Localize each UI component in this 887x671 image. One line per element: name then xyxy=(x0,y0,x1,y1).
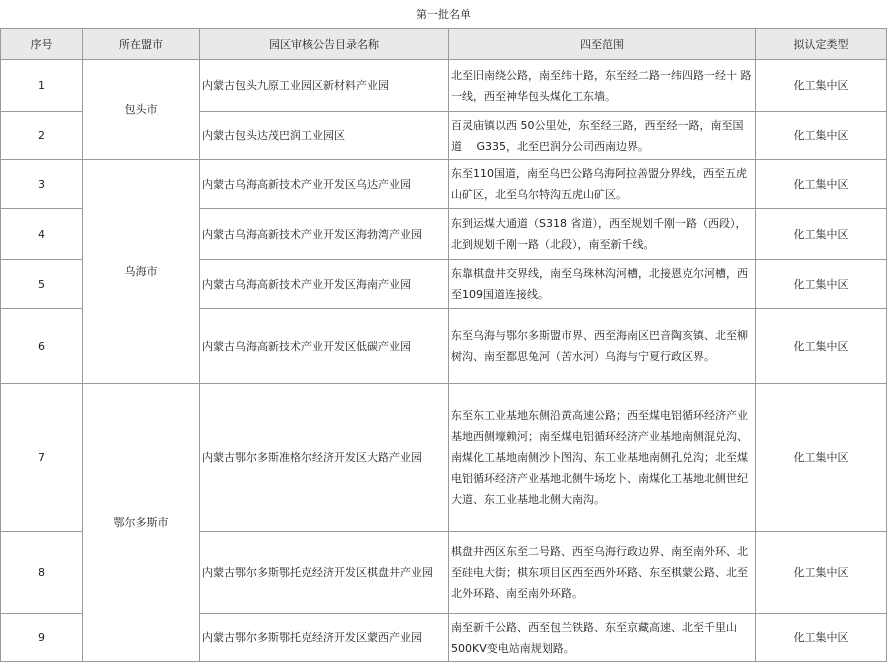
header-number: 序号 xyxy=(1,29,83,60)
scope-text: 南至新千公路、西至包兰铁路、东至京藏高速、北至千里山500KV变电站南规划路。 xyxy=(449,614,756,662)
park-name: 内蒙古鄂尔多斯鄂托克经济开发区棋盘井产业园 xyxy=(200,532,449,614)
row-number: 7 xyxy=(1,384,83,532)
park-name: 内蒙古乌海高新技术产业开发区海南产业园 xyxy=(200,260,449,309)
type-cell: 化工集中区 xyxy=(756,60,887,112)
park-list-table xyxy=(0,28,887,662)
row-number: 1 xyxy=(1,60,83,112)
park-name: 内蒙古乌海高新技术产业开发区海勃湾产业园 xyxy=(200,209,449,260)
scope-text: 棋盘井西区东至二号路、西至乌海行政边界、南至南外环、北至硅电大街；棋东项目区西至西外环路、东至棋蒙公路、北至北外环路、南至南外环路。 xyxy=(449,532,756,614)
table-row xyxy=(1,384,887,532)
park-name: 内蒙古乌海高新技术产业开发区乌达产业园 xyxy=(200,160,449,209)
header-city: 所在盟市 xyxy=(83,29,200,60)
type-cell: 化工集中区 xyxy=(756,532,887,614)
header-type: 拟认定类型 xyxy=(756,29,887,60)
row-number: 8 xyxy=(1,532,83,614)
scope-text: 东至110国道，南至乌巴公路乌海阿拉善盟分界线，西至五虎山矿区，北至乌尔特沟五虎山矿区。 xyxy=(449,160,756,209)
type-cell: 化工集中区 xyxy=(756,614,887,662)
scope-text: 北至旧南绕公路，南至纬十路，东至经二路一纬四路一经十 路一线，西至神华包头煤化工东墙。 xyxy=(449,60,756,112)
scope-text: 东至乌海与鄂尔多斯盟市界、西至海南区巴音陶亥镇、北至柳树沟、南至都思兔河（苦水河）乌海与宁夏行政区界。 xyxy=(449,309,756,384)
type-cell: 化工集中区 xyxy=(756,209,887,260)
park-name: 内蒙古包头达茂巴润工业园区 xyxy=(200,112,449,160)
row-number: 9 xyxy=(1,614,83,662)
table-row xyxy=(1,60,887,112)
park-name: 内蒙古鄂尔多斯鄂托克经济开发区蒙西产业园 xyxy=(200,614,449,662)
scope-text: 百灵庙镇以西 50公里处，东至经三路，西至经一路，南至国道 G335，北至巴润分公司西南边界。 xyxy=(449,112,756,160)
type-cell: 化工集中区 xyxy=(756,309,887,384)
row-number: 5 xyxy=(1,260,83,309)
park-name: 内蒙古乌海高新技术产业开发区低碳产业园 xyxy=(200,309,449,384)
city-cell: 包头市 xyxy=(83,60,200,160)
header-park-name: 园区审核公告目录名称 xyxy=(200,29,449,60)
scope-text: 东至东工业基地东侧沿黄高速公路；西至煤电铝循环经济产业基地西侧壕赖河；南至煤电铝循环经济产业基地南侧混兑沟、南煤化工基地南侧沙卜图沟、东工业基地南侧孔兑沟；北至煤电铝循环经济产业基地北侧牛场圪卜、南煤化工基地北侧世纪大道、东工业基地北侧大南沟。 xyxy=(449,384,756,532)
type-cell: 化工集中区 xyxy=(756,112,887,160)
table-row xyxy=(1,160,887,209)
row-number: 6 xyxy=(1,309,83,384)
type-cell: 化工集中区 xyxy=(756,160,887,209)
type-cell: 化工集中区 xyxy=(756,384,887,532)
document-title: 第一批名单 xyxy=(416,8,471,21)
row-number: 4 xyxy=(1,209,83,260)
city-cell: 鄂尔多斯市 xyxy=(83,384,200,662)
scope-text: 东到运煤大通道（S318 省道），西至规划千刚一路（西段），北到规划千刚一路（北段），南至新千线。 xyxy=(449,209,756,260)
type-cell: 化工集中区 xyxy=(756,260,887,309)
park-name: 内蒙古鄂尔多斯准格尔经济开发区大路产业园 xyxy=(200,384,449,532)
park-name: 内蒙古包头九原工业园区新材料产业园 xyxy=(200,60,449,112)
row-number: 2 xyxy=(1,112,83,160)
header-scope: 四至范围 xyxy=(449,29,756,60)
row-number: 3 xyxy=(1,160,83,209)
city-cell: 乌海市 xyxy=(83,160,200,384)
scope-text: 东靠棋盘井交界线，南至乌珠林沟河槽，北接恩克尔河槽，西至109国道连接线。 xyxy=(449,260,756,309)
table-header-row xyxy=(1,29,887,60)
